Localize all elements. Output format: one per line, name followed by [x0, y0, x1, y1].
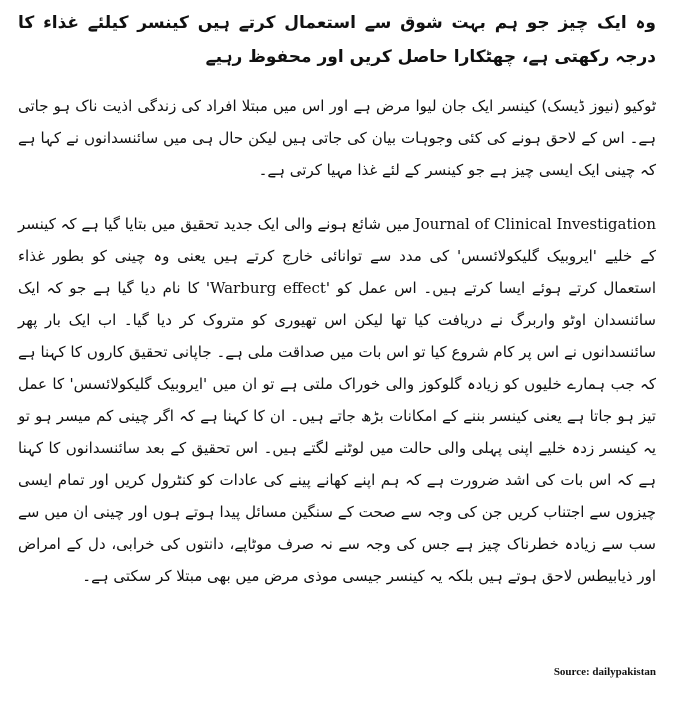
journal-name: Journal of Clinical Investigation — [414, 215, 656, 233]
article-paragraph-intro: ٹوکیو (نیوز ڈیسک) کینسر ایک جان لیوا مرض ہے اور اس میں مبتلا افراد کی زندگی اذیت ناک ہو جاتی ہے۔ اس کے لاحق ہونے کی کئی وجوہات بیان کی جاتی ہیں لیکن حال ہی میں سائنسدانوں نے کہا ہے کہ چینی ایک ایسی چیز ہے جو کینسر کے لئے غذا مہیا کرتی ہے۔ — [18, 97, 656, 179]
research-text-part-2: میں شائع ہونے والی ایک جدید تحقیق میں بتایا گیا ہے کہ کینسر کے خلیے 'ایروبیک گلیکولائسس' کی مدد سے توانائی خارج کرتے ہیں یعنی وہ چینی کو بطور غذاء استعمال کرتے ہوئے ایسا کرتے ہیں۔ اس عمل کو ' — [18, 215, 656, 297]
article-paragraph-research — [18, 208, 656, 592]
source-credit: Source: dailypakistan — [553, 666, 656, 678]
warburg-effect-term: Warburg effect — [210, 279, 326, 297]
research-text-part-3: ' کا نام دیا گیا ہے جو کہ ایک سائنسدان اوٹو واربرگ نے دریافت کیا تھا لیکن اس تھیوری کو متروک کر دیا گیا۔ اب ایک بار پھر سائنسدانوں نے اس پر کام شروع کیا تو اس بات میں صداقت ملی ہے۔ جاپانی تحقیق کاروں کا کہنا ہے کہ جب ہمارے خلیوں کو زیادہ گلوکوز والی خوراک ملتی ہے تو ان میں 'ایروبیک گلیکولائسس' کا عمل تیز ہو جاتا ہے یعنی کینسر بننے کے امکانات بڑھ جاتے ہیں۔ ان کا کہنا ہے کہ اگر چینی کم میسر ہو تو یہ کینسر زدہ خلیے اپنی پہلی والی حالت میں لوٹنے لگتے ہیں۔ اس تحقیق کے بعد سائنسدانوں کا کہنا ہے کہ اس بات کی اشد ضرورت ہے کہ ہم اپنے کھانے پینے کی عادات کو کنٹرول کریں اور تمام ایسی چیزوں سے اجتناب کریں جن کی وجہ سے صحت کے سنگین مسائل پیدا ہوتے ہوں اور چینی ان میں سے سب سے زیادہ خطرناک چیز ہے جس کی وجہ سے نہ صرف موٹاپے، دانتوں کی خرابی، دل کے امراض اور ذیابیطس لاحق ہوتے ہیں بلکہ یہ کینسر جیسی موذی مرض میں بھی مبتلا کر سکتی ہے۔ — [18, 279, 656, 585]
article-headline: وہ ایک چیز جو ہم بہت شوق سے استعمال کرتے ہیں کینسر کیلئے غذاء کا درجہ رکھتی ہے، چھٹکارا حاصل کریں اور محفوظ رہیے — [18, 13, 656, 67]
